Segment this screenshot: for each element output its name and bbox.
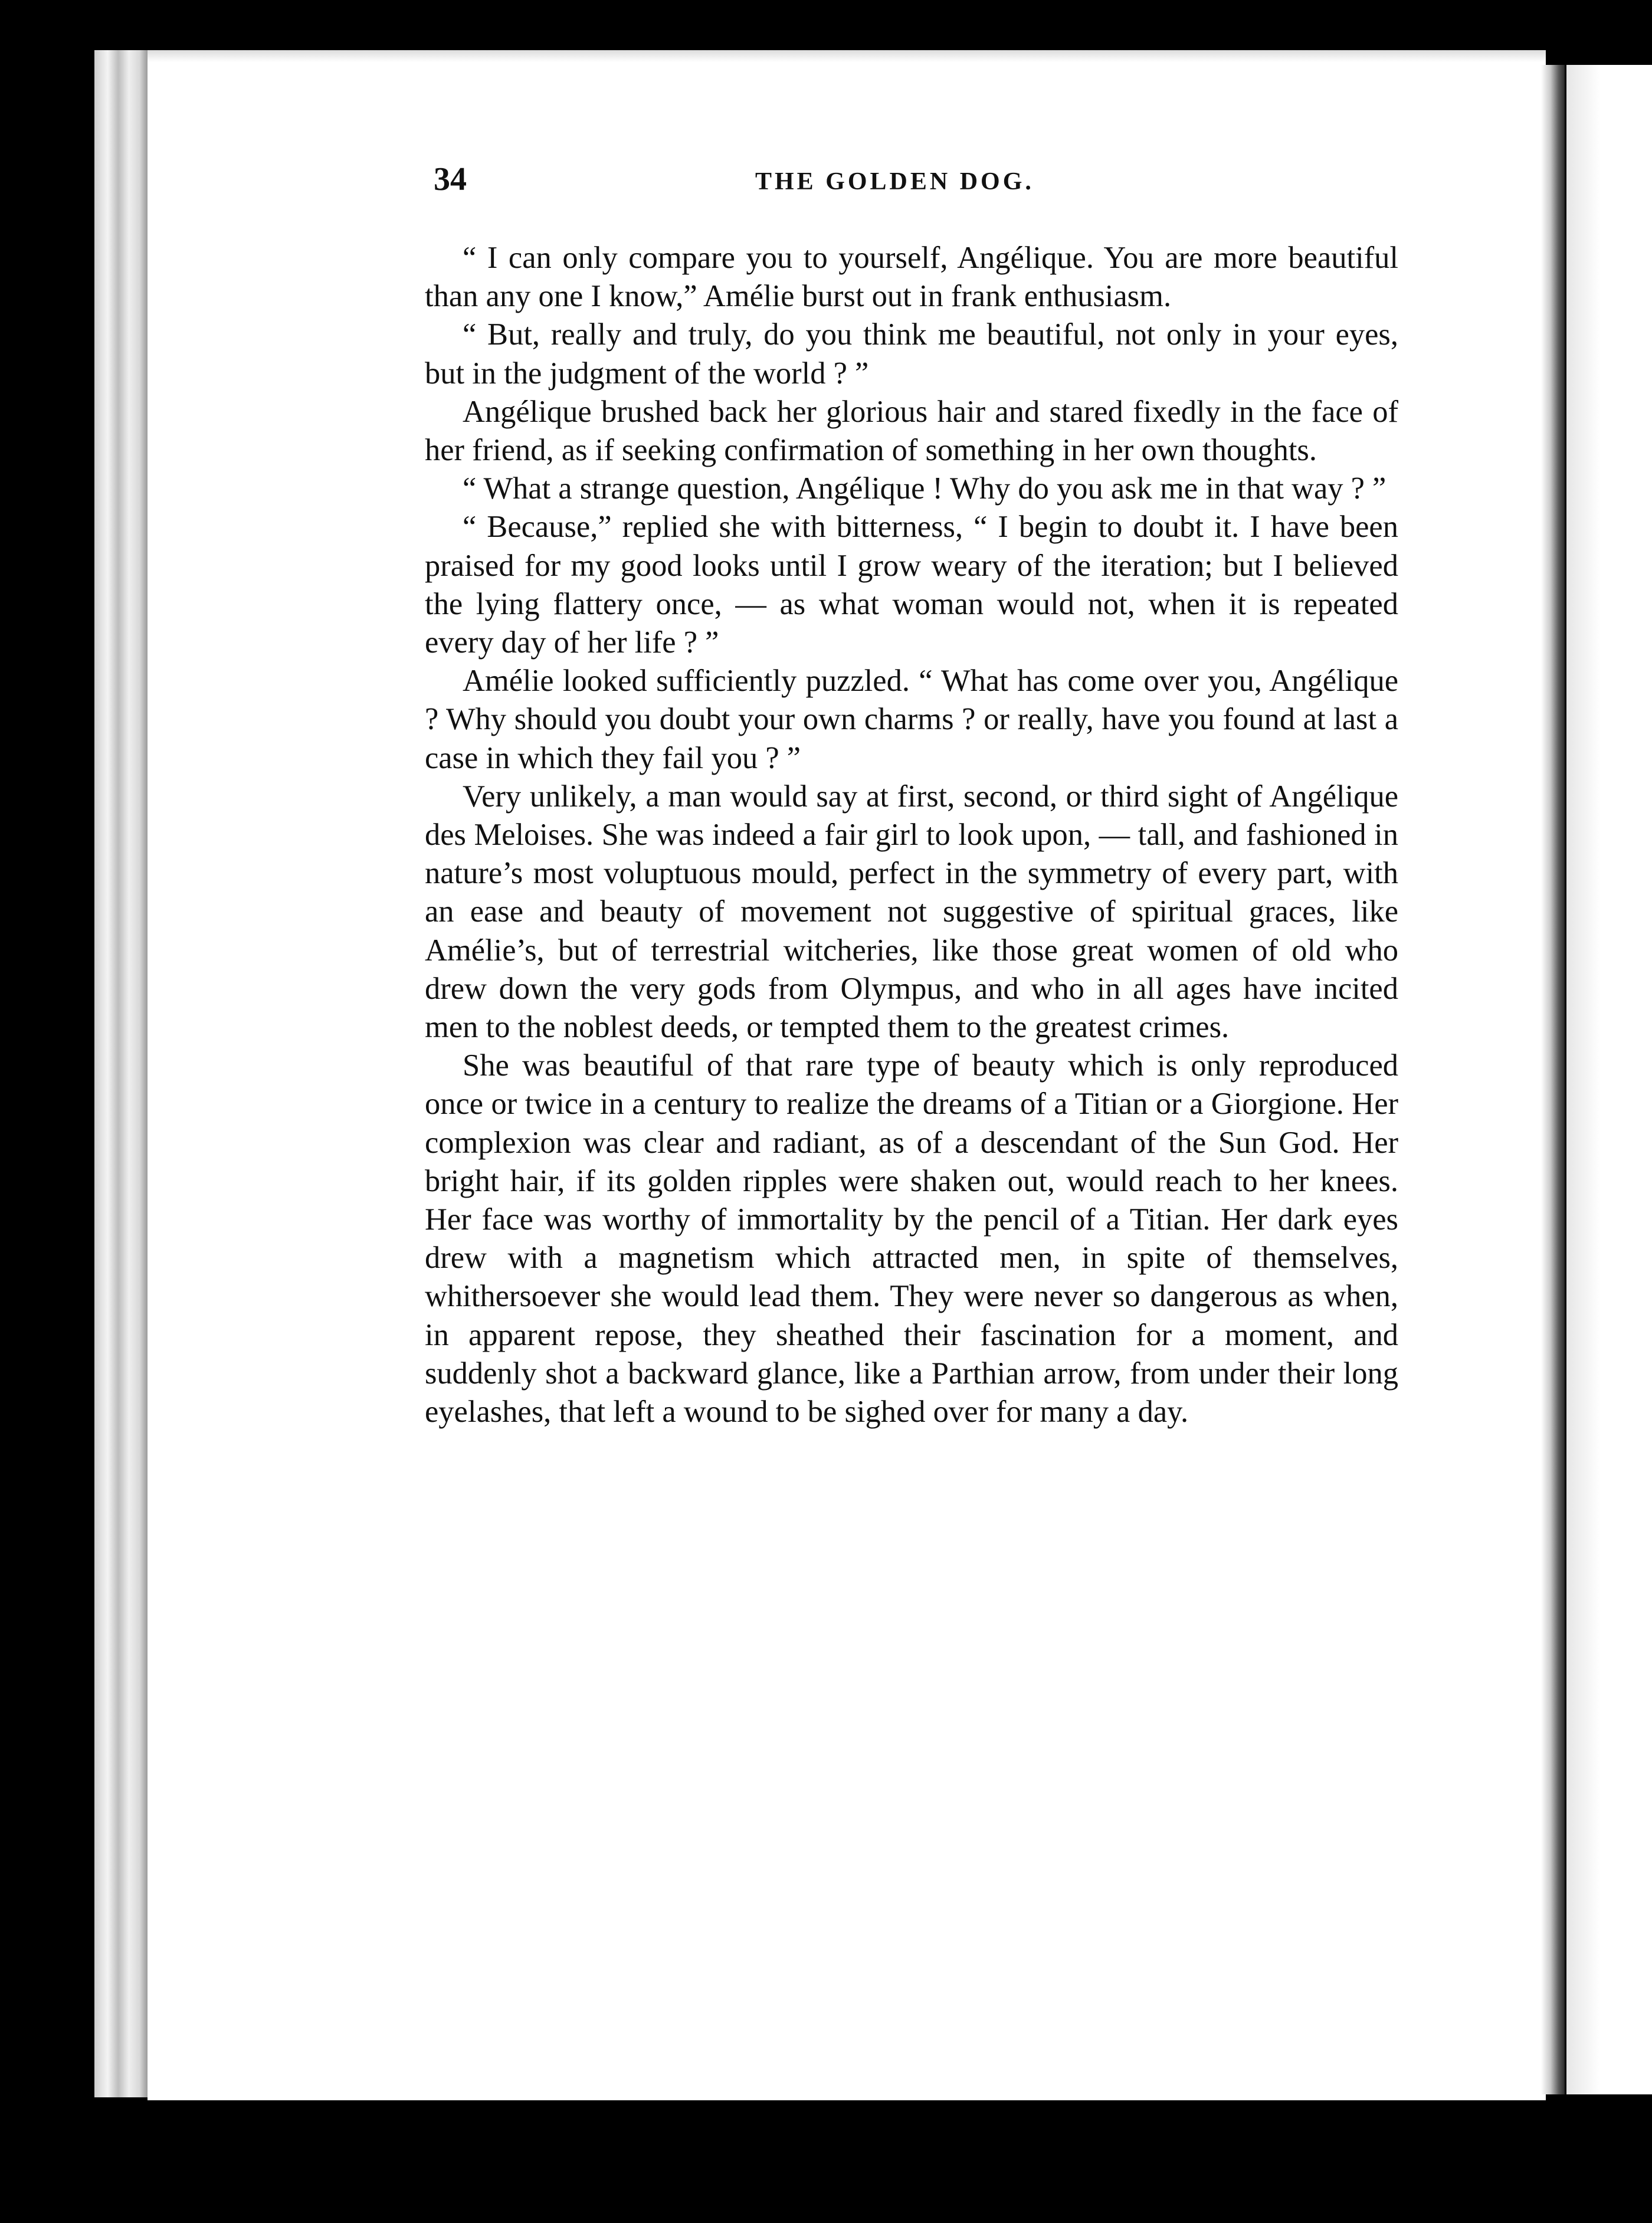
facing-page-edge (1566, 65, 1652, 2094)
paragraph: “ I can only compare you to yourself, Angélique. You are more beautiful than any one I know,” Amélie burst out in frank enthusiasm. (425, 241, 1398, 314)
paragraph: Amélie looked sufficiently puzzled. “ What has come over you, Angélique ? Why should you doubt your own charms ? or really, have you found at last a case in which they fail you ? ” (425, 664, 1398, 775)
paragraph: “ What a strange question, Angélique ! Why do you ask me in that way ? ” (463, 471, 1386, 506)
book-gutter (1541, 65, 1565, 2094)
paragraph: She was beautiful of that rare type of beauty which is only reproduced once or twice in a century to realize the dreams of a Titian or a Giorgione. Her complexion was clear and radiant, as of a descendant of the Sun God. Her bright hair, if its golden ripples were shaken out, would reach to her knees. Her face was worthy of immortality by the pencil of a Titian. Her dark eyes drew with a magnetism which attracted men, in spite of themselves, whithersoever she would lead them. They were never so dangerous as when, in apparent repose, they sheathed their fascination for a moment, and suddenly shot a backward glance, like a Parthian arrow, from under their long eyelashes, that left a wound to be sighed over for many a day. (425, 1048, 1398, 1429)
running-title: THE GOLDEN DOG. (755, 168, 1034, 195)
paragraph: Angélique brushed back her glorious hair and stared fixedly in the face of her friend, as if seeking confirmation of something in her own thoughts. (425, 394, 1398, 468)
paragraph: “ But, really and truly, do you think me beautiful, not only in your eyes, but in the judgment of the world ? ” (425, 317, 1398, 391)
book-page-edges (94, 50, 148, 2097)
paragraph: “ Because,” replied she with bitterness, “ I begin to doubt it. I have been praised for my good looks until I grow weary of the iteration; but I believed the lying flattery once, — as what woman would not, when it is repeated every day of her life ? ” (425, 510, 1398, 660)
running-head (434, 160, 1401, 208)
body-text (425, 239, 1398, 1431)
page-top-shadow (148, 50, 1546, 62)
paragraph: Very unlikely, a man would say at first, second, or third sight of Angélique des Meloises. She was indeed a fair girl to look upon, — tall, and fashioned in nature’s most voluptuous mould, perfect in the symmetry of every part, with an ease and beauty of movement not suggestive of spiritual graces, like Amélie’s, but of terrestrial witcheries, like those great women of old who drew down the very gods from Olympus, and who in all ages have incited men to the noblest deeds, or tempted them to the greatest crimes. (425, 779, 1398, 1045)
page-number: 34 (434, 161, 467, 198)
